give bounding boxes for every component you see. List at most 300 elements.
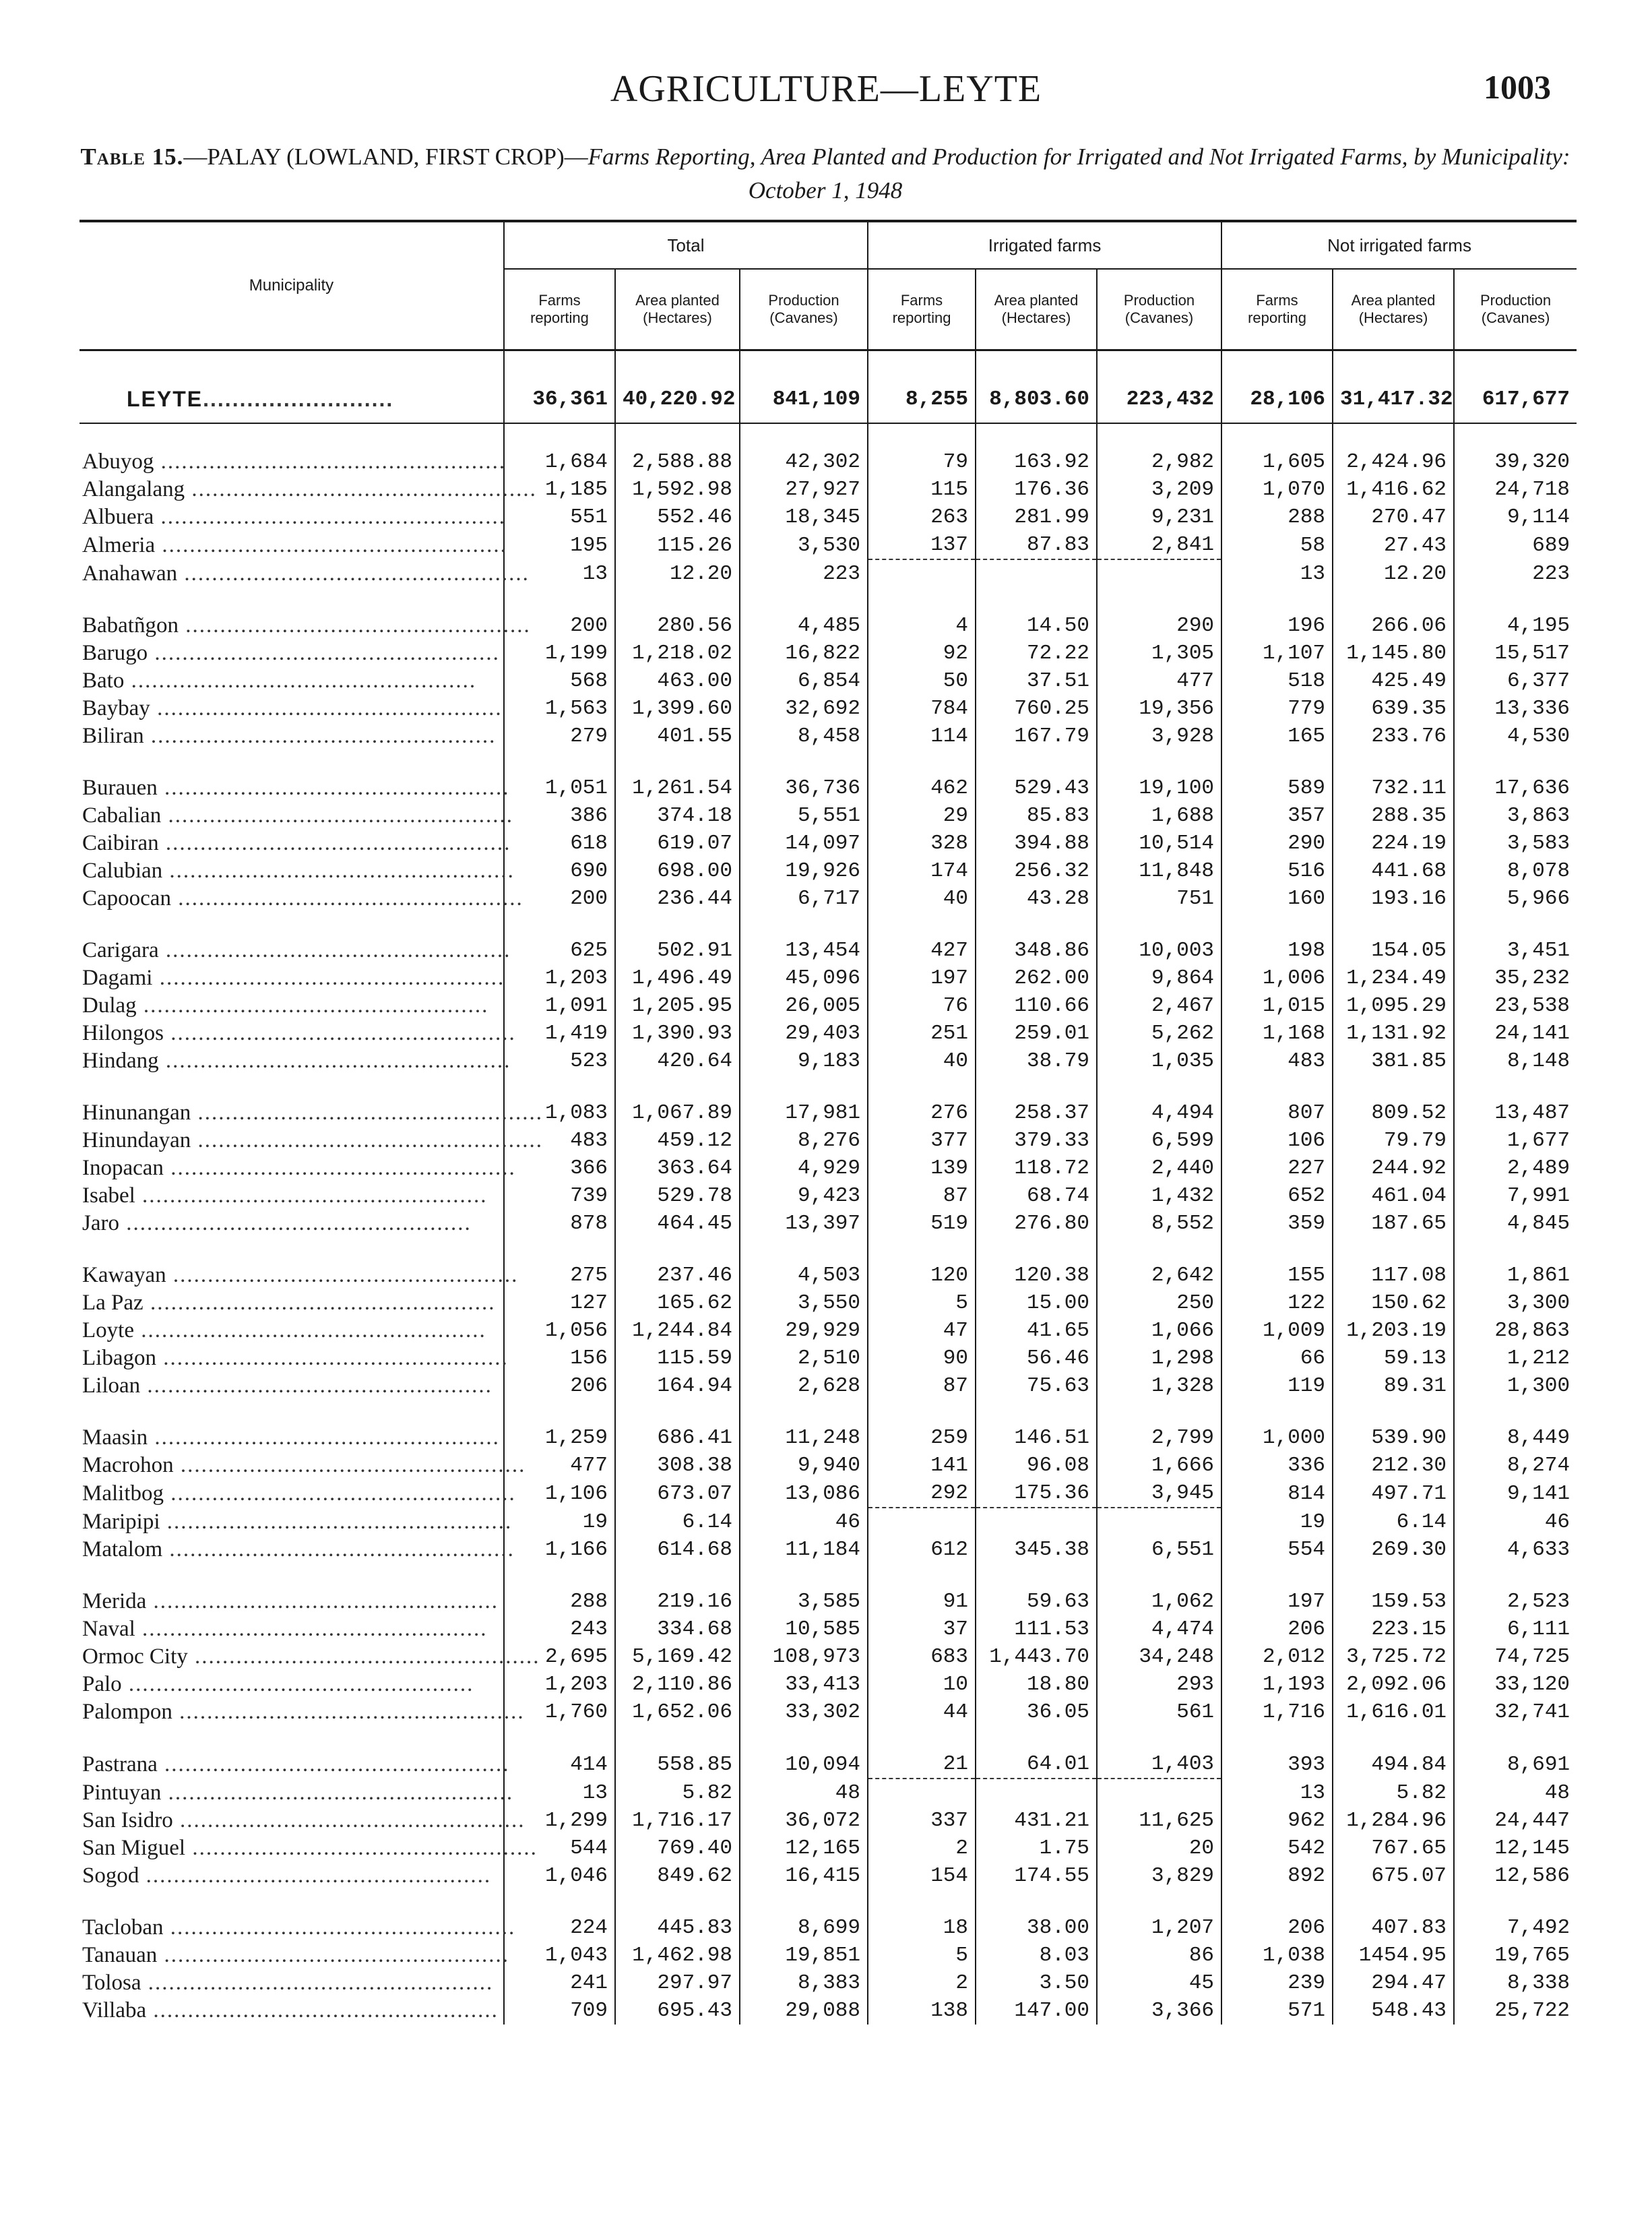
table-cell: 1,166 <box>504 1536 615 1564</box>
table-cell: 5,262 <box>1097 1020 1221 1047</box>
table-row <box>80 1750 1577 1779</box>
table-cell: 9,940 <box>740 1452 868 1479</box>
table-cell: 197 <box>1221 1588 1333 1615</box>
table-cell: 1,443.70 <box>976 1643 1097 1671</box>
municipality-label: Jaro <box>82 1211 119 1235</box>
table-cell: 698.00 <box>615 857 740 885</box>
table-cell: 89.31 <box>1333 1372 1454 1400</box>
table-row <box>80 1807 1577 1834</box>
table-cell: 47 <box>868 1317 976 1345</box>
table-cell: 269.30 <box>1333 1536 1454 1564</box>
spacer-cell <box>504 750 615 774</box>
table-cell: 529.43 <box>976 774 1097 802</box>
table-cell: 892 <box>1221 1862 1333 1890</box>
table-row <box>80 1834 1577 1862</box>
spacer-cell <box>1333 423 1454 448</box>
table-cell: 29,929 <box>740 1317 868 1345</box>
spacer-cell <box>1097 913 1221 937</box>
table-cell: 29,088 <box>740 1997 868 2025</box>
table-cell: 519 <box>868 1210 976 1237</box>
table-cell: 200 <box>504 612 615 640</box>
table-cell: 1,205.95 <box>615 992 740 1020</box>
table-cell: 1,145.80 <box>1333 640 1454 667</box>
municipality-name <box>80 802 514 830</box>
leader-dots: .................................................. <box>135 1617 488 1641</box>
spacer-cell <box>504 1564 615 1588</box>
table-cell: 45 <box>1097 1969 1221 1997</box>
spacer-cell <box>504 350 615 376</box>
table-cell: 13 <box>504 559 615 588</box>
table-row <box>80 1615 1577 1643</box>
spacer-cell <box>80 1726 504 1750</box>
spacer-cell <box>80 1075 504 1099</box>
table-row <box>80 640 1577 667</box>
spacer-row <box>80 913 1577 937</box>
spacer-cell <box>80 1890 504 1914</box>
table-cell: 176.36 <box>976 476 1097 503</box>
table-cell: 24,447 <box>1454 1807 1577 1834</box>
table-description: Farms Reporting, Area Planted and Production for Irrigated and Not Irrigated Farms, by Municipality: October 1, 1948 <box>587 144 1570 204</box>
municipality-label: Hinunangan <box>82 1101 191 1125</box>
table-cell: 79.79 <box>1333 1127 1454 1154</box>
leader-dots: .................................................. <box>164 1021 516 1045</box>
table-row <box>80 1969 1577 1997</box>
table-cell: 2,510 <box>740 1345 868 1372</box>
table-cell: 91 <box>868 1588 976 1615</box>
total-label: LEYTE <box>127 386 203 411</box>
table-cell: 690 <box>504 857 615 885</box>
table-cell: 3,583 <box>1454 830 1577 857</box>
table-cell: 2,424.96 <box>1333 448 1454 476</box>
table-row <box>80 503 1577 531</box>
table-cell: 1,328 <box>1097 1372 1221 1400</box>
table-row <box>80 857 1577 885</box>
table-cell: 464.45 <box>615 1210 740 1237</box>
spacer-cell <box>1454 350 1577 376</box>
table-title: —PALAY (LOWLAND, FIRST CROP)— <box>183 144 588 170</box>
table-cell: 8,458 <box>740 722 868 750</box>
table-cell: 878 <box>504 1210 615 1237</box>
table-cell: 10,585 <box>740 1615 868 1643</box>
table-cell: 12.20 <box>615 559 740 588</box>
spacer-cell <box>868 350 976 376</box>
leader-dots: .................................................. <box>158 831 511 855</box>
leader-dots: .................................................. <box>185 1836 538 1860</box>
table-cell: 652 <box>1221 1182 1333 1210</box>
table-row <box>80 1210 1577 1237</box>
table-cell: 165.62 <box>615 1289 740 1317</box>
table-cell: 539.90 <box>1333 1424 1454 1452</box>
spacer-cell <box>504 588 615 612</box>
table-cell: 1,390.93 <box>615 1020 740 1047</box>
table-cell: 1,677 <box>1454 1127 1577 1154</box>
municipality-name <box>80 612 531 640</box>
table-cell: 1,403 <box>1097 1750 1221 1779</box>
spacer-cell <box>1454 423 1577 448</box>
table-cell: 1,861 <box>1454 1262 1577 1289</box>
table-cell: 288 <box>1221 503 1333 531</box>
municipality-label: San Miguel <box>82 1836 186 1860</box>
municipality-label: Abuyog <box>82 450 154 474</box>
table-cell: 13,336 <box>1454 695 1577 722</box>
table-cell: 2 <box>868 1969 976 1997</box>
table-cell: 115.59 <box>615 1345 740 1372</box>
table-cell: 297.97 <box>615 1969 740 1997</box>
table-cell: 233.76 <box>1333 722 1454 750</box>
table-cell: 9,141 <box>1454 1479 1577 1508</box>
table-cell: 337 <box>868 1807 976 1834</box>
table-cell: 2,523 <box>1454 1588 1577 1615</box>
leader-dots: .................................................. <box>121 1672 474 1696</box>
leader-dots: .................................................. <box>141 1971 494 1995</box>
table-cell: 463.00 <box>615 667 740 695</box>
table-cell: 4,633 <box>1454 1536 1577 1564</box>
municipality-name <box>80 1807 526 1834</box>
leader-dots: .................................................. <box>161 803 514 828</box>
table-cell: 1,244.84 <box>615 1317 740 1345</box>
table-cell: 407.83 <box>1333 1914 1454 1942</box>
spacer-cell <box>1097 750 1221 774</box>
spacer-cell <box>615 1564 740 1588</box>
municipality-label: Naval <box>82 1617 135 1641</box>
municipality-name <box>80 1154 516 1182</box>
municipality-name <box>80 1127 544 1154</box>
table-cell: 68.74 <box>976 1182 1097 1210</box>
table-cell: 193.16 <box>1333 885 1454 913</box>
table-cell: 686.41 <box>615 1424 740 1452</box>
spacer-cell <box>740 750 868 774</box>
municipality-label: Capoocan <box>82 886 171 910</box>
table-cell: 483 <box>1221 1047 1333 1075</box>
municipality-name <box>80 1262 519 1289</box>
municipality-label: Pintuyan <box>82 1780 162 1805</box>
table-cell: 66 <box>1221 1345 1333 1372</box>
table-cell: 3,550 <box>740 1289 868 1317</box>
spacer-cell <box>80 423 504 448</box>
table-cell: 19 <box>504 1508 615 1536</box>
spacer-cell <box>868 750 976 774</box>
table-cell: 673.07 <box>615 1479 740 1508</box>
leader-dots: .................................................. <box>158 938 511 962</box>
table-cell: 345.38 <box>976 1536 1097 1564</box>
leader-dots: .................................................. <box>162 859 515 883</box>
leader-dots: .................................................. <box>191 1101 544 1125</box>
table-cell: 441.68 <box>1333 857 1454 885</box>
table-cell: 79 <box>868 448 976 476</box>
table-cell <box>1097 559 1221 588</box>
municipality-name <box>80 1210 504 1237</box>
table-cell: 1,716.17 <box>615 1807 740 1834</box>
table-cell: 2,110.86 <box>615 1671 740 1698</box>
table-cell: 619.07 <box>615 830 740 857</box>
spacer-cell <box>1221 350 1333 376</box>
table-cell: 44 <box>868 1698 976 1726</box>
municipality-label: Palompon <box>82 1700 172 1724</box>
table-cell: 13,487 <box>1454 1099 1577 1127</box>
table-row <box>80 1862 1577 1890</box>
municipality-name <box>80 695 504 722</box>
table-cell: 1,083 <box>504 1099 615 1127</box>
table-cell: 1,666 <box>1097 1452 1221 1479</box>
table-cell: 1,107 <box>1221 640 1333 667</box>
municipality-name <box>80 1317 504 1345</box>
table-cell: 6.14 <box>1333 1508 1454 1536</box>
table-cell: 87 <box>868 1372 976 1400</box>
table-cell: 35,232 <box>1454 964 1577 992</box>
municipality-label: Hindang <box>82 1049 159 1073</box>
table-cell: 18,345 <box>740 503 868 531</box>
municipality-label: Liloan <box>82 1373 141 1398</box>
col-header-farms-reporting: Farms reporting <box>868 269 976 350</box>
table-row <box>80 722 1577 750</box>
municipality-label: Anahawan <box>82 561 178 586</box>
spacer-cell <box>1454 750 1577 774</box>
spacer-cell <box>80 588 504 612</box>
municipality-label: Matalom <box>82 1537 163 1562</box>
table-row <box>80 1047 1577 1075</box>
table-cell: 10 <box>868 1671 976 1698</box>
spacer-cell <box>80 1564 504 1588</box>
municipality-name <box>80 1834 538 1862</box>
table-cell: 27,927 <box>740 476 868 503</box>
municipality-label: Merida <box>82 1589 147 1613</box>
table-cell: 502.91 <box>615 937 740 964</box>
spacer-cell <box>1097 1075 1221 1099</box>
municipality-label: Kawayan <box>82 1263 166 1287</box>
spacer-cell <box>1221 1400 1333 1424</box>
table-cell: 11,848 <box>1097 857 1221 885</box>
spacer-cell <box>740 1564 868 1588</box>
table-cell: 17,981 <box>740 1099 868 1127</box>
table-cell: 293 <box>1097 1671 1221 1698</box>
spacer-row <box>80 1075 1577 1099</box>
table-cell: 279 <box>504 722 615 750</box>
table-cell: 807 <box>1221 1099 1333 1127</box>
table-cell: 3,300 <box>1454 1289 1577 1317</box>
municipality-name <box>80 1508 513 1536</box>
table-cell: 548.43 <box>1333 1997 1454 2025</box>
leader-dots: .................................................. <box>157 1943 510 1967</box>
table-cell: 1,234.49 <box>1333 964 1454 992</box>
table-cell: 24,141 <box>1454 1020 1577 1047</box>
table-row <box>80 1479 1577 1508</box>
table-cell: 348.86 <box>976 937 1097 964</box>
table-cell: 29 <box>868 802 976 830</box>
table-cell: 1,419 <box>504 1020 615 1047</box>
table-cell: 551 <box>504 503 615 531</box>
spacer-cell <box>504 1400 615 1424</box>
spacer-cell <box>1333 1400 1454 1424</box>
table-cell: 1,259 <box>504 1424 615 1452</box>
table-cell: 760.25 <box>976 695 1097 722</box>
table-cell: 120.38 <box>976 1262 1097 1289</box>
table-cell: 1,006 <box>1221 964 1333 992</box>
table-cell: 244.92 <box>1333 1154 1454 1182</box>
municipality-label: Dagami <box>82 966 153 990</box>
table-cell: 363.64 <box>615 1154 740 1182</box>
table-row <box>80 1536 1577 1564</box>
table-cell: 174.55 <box>976 1862 1097 1890</box>
spacer-cell <box>740 1075 868 1099</box>
table-cell: 239 <box>1221 1969 1333 1997</box>
table-cell: 108,973 <box>740 1643 868 1671</box>
total-value: 841,109 <box>740 375 868 423</box>
table-cell: 19,100 <box>1097 774 1221 802</box>
table-cell: 6,717 <box>740 885 868 913</box>
municipality-label: Almeria <box>82 532 156 557</box>
table-cell: 117.08 <box>1333 1262 1454 1289</box>
table-cell: 197 <box>868 964 976 992</box>
table-cell: 784 <box>868 695 976 722</box>
table-cell: 243 <box>504 1615 615 1643</box>
municipality-label: Calubian <box>82 859 163 883</box>
spacer-cell <box>1221 1564 1333 1588</box>
table-row <box>80 1698 1577 1726</box>
leader-dots: .................................................. <box>144 724 497 748</box>
table-cell: 4,474 <box>1097 1615 1221 1643</box>
municipality-name <box>80 531 507 559</box>
leader-dots: .................................................. <box>135 1183 488 1208</box>
municipality-name <box>80 559 530 588</box>
table-cell: 46 <box>1454 1508 1577 1536</box>
municipality-label: Maasin <box>82 1425 148 1450</box>
table-cell: 2,489 <box>1454 1154 1577 1182</box>
col-header-production: Production (Cavanes) <box>1454 269 1577 350</box>
table-cell: 1,207 <box>1097 1914 1221 1942</box>
table-cell: 19,356 <box>1097 695 1221 722</box>
leader-dots: .................................................. <box>157 776 510 800</box>
table-cell: 8.03 <box>976 1942 1097 1969</box>
table-cell: 48 <box>1454 1779 1577 1807</box>
table-cell: 292 <box>868 1479 976 1508</box>
table-cell: 1,305 <box>1097 640 1221 667</box>
table-cell: 12,165 <box>740 1834 868 1862</box>
total-value: 8,255 <box>868 375 976 423</box>
municipality-name <box>80 1671 504 1698</box>
municipality-name <box>80 1479 516 1508</box>
table-cell: 3,585 <box>740 1588 868 1615</box>
table-cell: 1,015 <box>1221 992 1333 1020</box>
total-name <box>80 375 504 423</box>
table-cell: 695.43 <box>615 1997 740 2025</box>
table-cell: 8,383 <box>740 1969 868 1997</box>
table-cell: 1,298 <box>1097 1345 1221 1372</box>
leader-dots: .................................................. <box>154 505 507 529</box>
table-cell: 5,551 <box>740 802 868 830</box>
table-cell: 9,183 <box>740 1047 868 1075</box>
table-cell: 5 <box>868 1289 976 1317</box>
municipality-name <box>80 1914 516 1942</box>
municipality-label: Carigara <box>82 938 159 962</box>
table-cell: 12,145 <box>1454 1834 1577 1862</box>
leader-dots: .................................................. <box>152 966 505 990</box>
table-row <box>80 448 1577 476</box>
table-cell: 281.99 <box>976 503 1097 531</box>
table-row <box>80 1154 1577 1182</box>
table-cell: 13,454 <box>740 937 868 964</box>
municipality-name <box>80 964 504 992</box>
spacer-cell <box>1097 423 1221 448</box>
table-cell: 174 <box>868 857 976 885</box>
table-cell: 223 <box>740 559 868 588</box>
municipality-name <box>80 1698 525 1726</box>
table-cell <box>868 559 976 588</box>
table-cell: 288 <box>504 1588 615 1615</box>
spacer-cell <box>976 1237 1097 1262</box>
table-cell: 127 <box>504 1289 615 1317</box>
table-cell: 571 <box>1221 1997 1333 2025</box>
table-row <box>80 1914 1577 1942</box>
table-cell: 1.75 <box>976 1834 1097 1862</box>
leader-dots: .................................................. <box>164 1481 516 1506</box>
municipality-label: Libagon <box>82 1346 156 1370</box>
table-cell <box>1097 1508 1221 1536</box>
table-cell: 359 <box>1221 1210 1333 1237</box>
spacer-cell <box>1221 588 1333 612</box>
table-cell: 206 <box>504 1372 615 1400</box>
municipality-label: Ormoc City <box>82 1644 188 1669</box>
col-header-farms-reporting: Farms reporting <box>504 269 615 350</box>
table-cell: 1,193 <box>1221 1671 1333 1698</box>
table-cell: 114 <box>868 722 976 750</box>
table-cell: 156 <box>504 1345 615 1372</box>
spacer-cell <box>740 423 868 448</box>
table-cell: 1,038 <box>1221 1942 1333 1969</box>
table-cell: 13 <box>504 1779 615 1807</box>
leader-dots: .................................................. <box>146 1589 499 1613</box>
table-cell: 16,822 <box>740 640 868 667</box>
spacer-cell <box>1333 1237 1454 1262</box>
page-number: 1003 <box>1484 68 1551 106</box>
spacer-cell <box>1454 1237 1577 1262</box>
table-cell: 19,926 <box>740 857 868 885</box>
table-cell: 445.83 <box>615 1914 740 1942</box>
table-cell: 13,086 <box>740 1479 868 1508</box>
spacer-cell <box>615 423 740 448</box>
table-cell: 8,449 <box>1454 1424 1577 1452</box>
table-cell: 275 <box>504 1262 615 1289</box>
table-cell: 259 <box>868 1424 976 1452</box>
municipality-name <box>80 1750 510 1779</box>
table-cell: 477 <box>1097 667 1221 695</box>
table-cell: 732.11 <box>1333 774 1454 802</box>
municipality-name <box>80 1588 504 1615</box>
table-cell: 13,397 <box>740 1210 868 1237</box>
leader-dots: .................................................. <box>143 1291 496 1315</box>
table-cell: 27.43 <box>1333 531 1454 559</box>
table-cell: 381.85 <box>1333 1047 1454 1075</box>
table-cell: 552.46 <box>615 503 740 531</box>
municipality-label: Palo <box>82 1672 122 1696</box>
table-row <box>80 476 1577 503</box>
table-cell: 3,530 <box>740 531 868 559</box>
table-cell: 689 <box>1454 531 1577 559</box>
table-cell: 1,203.19 <box>1333 1317 1454 1345</box>
table-cell: 206 <box>1221 1914 1333 1942</box>
table-cell: 8,691 <box>1454 1750 1577 1779</box>
table-cell: 561 <box>1097 1698 1221 1726</box>
spacer-cell <box>976 1075 1097 1099</box>
table-cell: 141 <box>868 1452 976 1479</box>
leader-dots: .................................................. <box>148 641 500 665</box>
table-cell: 1,212 <box>1454 1345 1577 1372</box>
table-cell: 110.66 <box>976 992 1097 1020</box>
municipality-header: Municipality <box>80 222 504 350</box>
table-cell: 147.00 <box>976 1997 1097 2025</box>
spacer-cell <box>976 1726 1097 1750</box>
table-cell: 40 <box>868 885 976 913</box>
table-cell: 8,078 <box>1454 857 1577 885</box>
